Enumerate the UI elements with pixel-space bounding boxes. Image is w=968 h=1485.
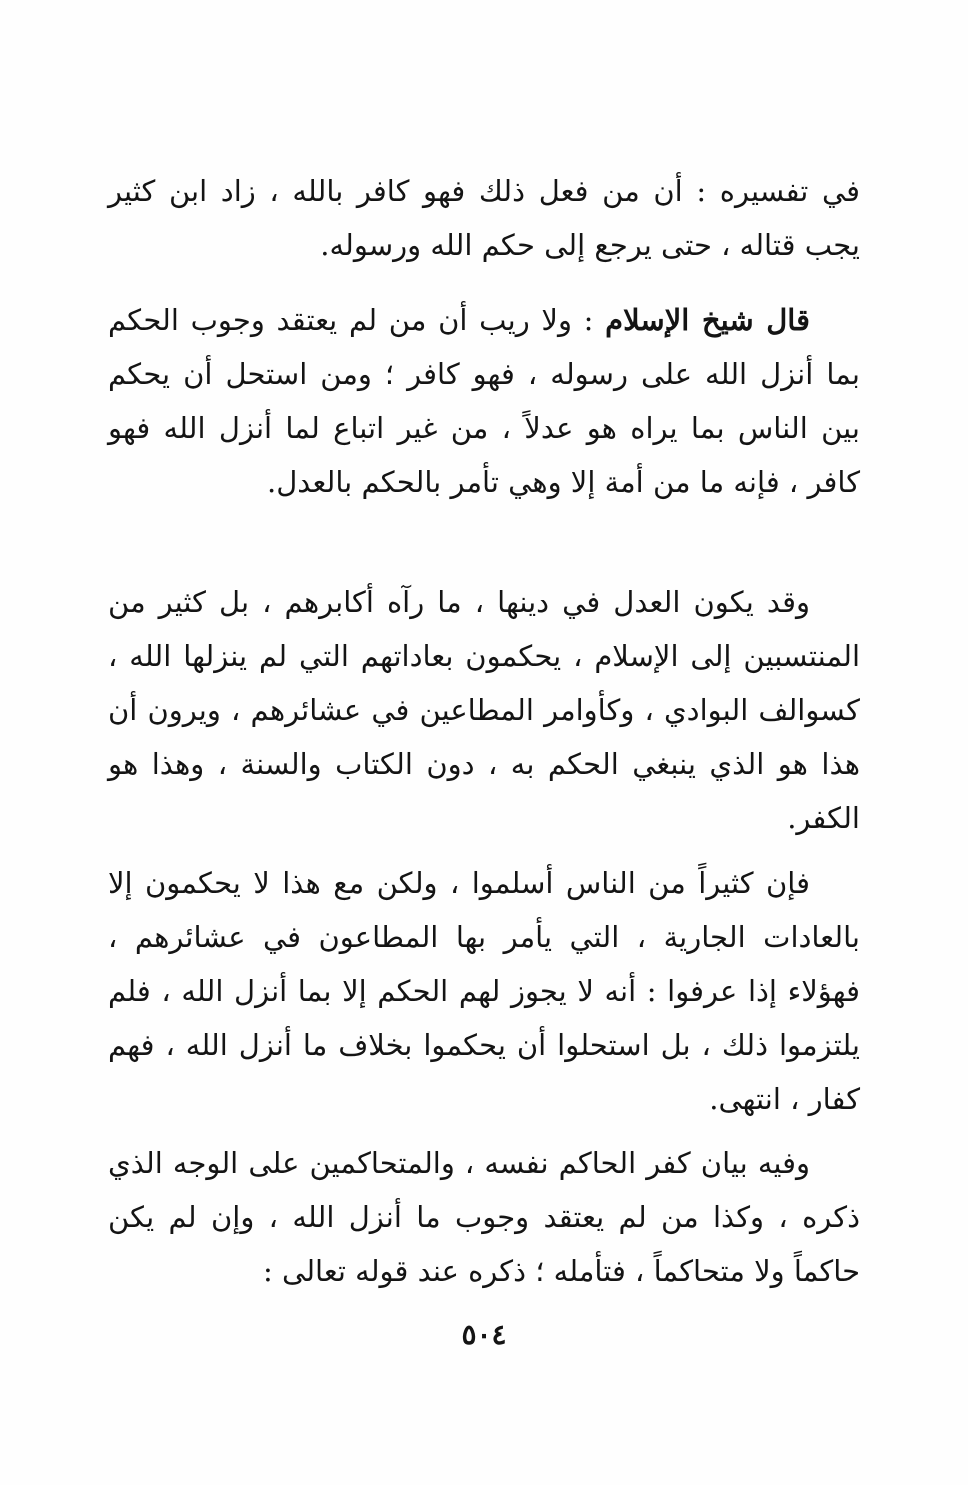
paragraph-1 — [108, 164, 860, 272]
page-number: ٥٠٤ — [461, 1318, 507, 1351]
paragraph-3 — [108, 575, 860, 845]
paragraph-5-text: وفيه بيان كفر الحاكم نفسه ، والمتحاكمين على الوجه الذي ذكره ، وكذا من لم يعتقد وجوب ما أنزل الله ، وإن لم يكن حاكماً ولا متحاكماً ، فتأمله ؛ ذكره عند قوله تعالى : — [108, 1146, 860, 1288]
paragraph-2-text: : ولا ريب أن من لم يعتقد وجوب الحكم بما أنزل الله على رسوله ، فهو كافر ؛ ومن استحل أن يحكم بين الناس بما يراه هو عدلاً ، من غير اتباع لما أنزل الله فهو كافر ، فإنه ما من أمة إلا وهي تأمر بالحكم بالعدل. — [108, 303, 860, 499]
paragraph-2 — [108, 293, 860, 509]
paragraph-4 — [108, 856, 860, 1126]
paragraph-1-text: في تفسيره : أن من فعل ذلك فهو كافر بالله ، زاد ابن كثير يجب قتاله ، حتى يرجع إلى حكم الله ورسوله. — [108, 174, 860, 262]
paragraph-2-body — [108, 293, 860, 509]
speaker-label: قال شيخ الإسلام — [605, 303, 810, 337]
paragraph-5 — [108, 1136, 860, 1298]
paragraph-3-text: وقد يكون العدل في دينها ، ما رآه أكابرهم ، بل كثير من المنتسبين إلى الإسلام ، يحكمون بعاداتهم التي لم ينزلها الله ، كسوالف البوادي ، وكأوامر المطاعين في عشائرهم ، ويرون أن هذا هو الذي ينبغي الحكم به ، دون الكتاب والسنة ، وهذا هو الكفر. — [108, 585, 860, 835]
paragraph-4-text: فإن كثيراً من الناس أسلموا ، ولكن مع هذا لا يحكمون إلا بالعادات الجارية ، التي يأمر بها المطاعون في عشائرهم ، فهؤلاء إذا عرفوا : أنه لا يجوز لهم الحكم إلا بما أنزل الله ، فلم يلتزموا ذلك ، بل استحلوا أن يحكموا بخلاف ما أنزل الله ، فهم كفار ، انتهى. — [108, 866, 860, 1116]
